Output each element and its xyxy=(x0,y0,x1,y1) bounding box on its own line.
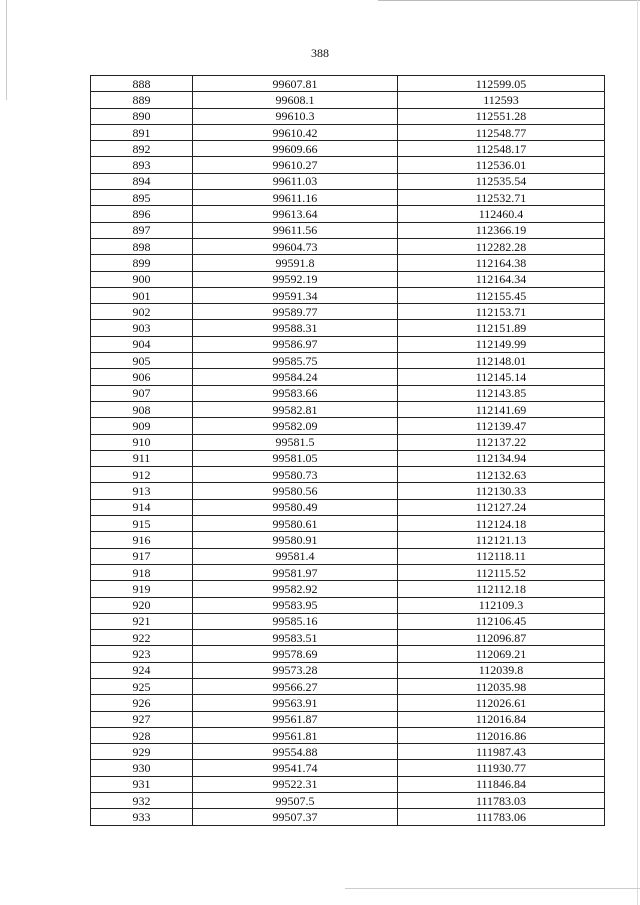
table-row xyxy=(91,385,605,401)
table-row xyxy=(91,711,605,727)
table-row xyxy=(91,564,605,580)
x-coordinate-cell: 99578.69 xyxy=(193,646,398,662)
table-row xyxy=(91,255,605,271)
table-row xyxy=(91,662,605,678)
table-row xyxy=(91,760,605,776)
y-coordinate-cell: 112016.86 xyxy=(398,727,605,743)
point-number-cell: 932 xyxy=(91,793,193,809)
point-number-cell: 920 xyxy=(91,597,193,613)
table-row xyxy=(91,467,605,483)
point-number-cell: 907 xyxy=(91,385,193,401)
y-coordinate-cell: 112145.14 xyxy=(398,369,605,385)
table-row xyxy=(91,434,605,450)
y-coordinate-cell: 112139.47 xyxy=(398,418,605,434)
y-coordinate-cell: 112282.28 xyxy=(398,238,605,254)
y-coordinate-cell: 112115.52 xyxy=(398,564,605,580)
point-number-cell: 893 xyxy=(91,157,193,173)
point-number-cell: 922 xyxy=(91,630,193,646)
y-coordinate-cell: 112137.22 xyxy=(398,434,605,450)
y-coordinate-cell: 112112.18 xyxy=(398,581,605,597)
point-number-cell: 906 xyxy=(91,369,193,385)
x-coordinate-cell: 99585.16 xyxy=(193,613,398,629)
y-coordinate-cell: 112164.38 xyxy=(398,255,605,271)
point-number-cell: 912 xyxy=(91,467,193,483)
table-row xyxy=(91,173,605,189)
y-coordinate-cell: 112130.33 xyxy=(398,483,605,499)
table-row xyxy=(91,271,605,287)
y-coordinate-cell: 112124.18 xyxy=(398,516,605,532)
x-coordinate-cell: 99581.5 xyxy=(193,434,398,450)
point-number-cell: 910 xyxy=(91,434,193,450)
table-row xyxy=(91,548,605,564)
y-coordinate-cell: 112127.24 xyxy=(398,499,605,515)
y-coordinate-cell: 111783.06 xyxy=(398,809,605,825)
y-coordinate-cell: 112548.77 xyxy=(398,124,605,140)
point-number-cell: 902 xyxy=(91,304,193,320)
table-row xyxy=(91,678,605,694)
table-row xyxy=(91,76,605,92)
table-row xyxy=(91,646,605,662)
point-number-cell: 895 xyxy=(91,190,193,206)
x-coordinate-cell: 99610.3 xyxy=(193,108,398,124)
point-number-cell: 924 xyxy=(91,662,193,678)
y-coordinate-cell: 112109.3 xyxy=(398,597,605,613)
x-coordinate-cell: 99591.8 xyxy=(193,255,398,271)
x-coordinate-cell: 99613.64 xyxy=(193,206,398,222)
x-coordinate-cell: 99573.28 xyxy=(193,662,398,678)
x-coordinate-cell: 99582.92 xyxy=(193,581,398,597)
y-coordinate-cell: 112096.87 xyxy=(398,630,605,646)
table-row xyxy=(91,613,605,629)
table-row xyxy=(91,353,605,369)
y-coordinate-cell: 112153.71 xyxy=(398,304,605,320)
x-coordinate-cell: 99604.73 xyxy=(193,238,398,254)
scan-edge-bottom xyxy=(345,888,640,889)
table-row xyxy=(91,597,605,613)
x-coordinate-cell: 99522.31 xyxy=(193,776,398,792)
x-coordinate-cell: 99611.03 xyxy=(193,173,398,189)
point-number-cell: 891 xyxy=(91,124,193,140)
x-coordinate-cell: 99561.81 xyxy=(193,727,398,743)
table-row xyxy=(91,532,605,548)
point-number-cell: 897 xyxy=(91,222,193,238)
point-number-cell: 890 xyxy=(91,108,193,124)
point-number-cell: 899 xyxy=(91,255,193,271)
point-number-cell: 927 xyxy=(91,711,193,727)
y-coordinate-cell: 112599.05 xyxy=(398,76,605,92)
y-coordinate-cell: 112132.63 xyxy=(398,467,605,483)
x-coordinate-cell: 99582.81 xyxy=(193,401,398,417)
point-number-cell: 917 xyxy=(91,548,193,564)
y-coordinate-cell: 112593 xyxy=(398,92,605,108)
point-number-cell: 905 xyxy=(91,353,193,369)
point-number-cell: 915 xyxy=(91,516,193,532)
y-coordinate-cell: 112551.28 xyxy=(398,108,605,124)
table-row xyxy=(91,157,605,173)
point-number-cell: 914 xyxy=(91,499,193,515)
table-row xyxy=(91,190,605,206)
x-coordinate-cell: 99611.56 xyxy=(193,222,398,238)
point-number-cell: 928 xyxy=(91,727,193,743)
x-coordinate-cell: 99588.31 xyxy=(193,320,398,336)
y-coordinate-cell: 112148.01 xyxy=(398,353,605,369)
x-coordinate-cell: 99580.56 xyxy=(193,483,398,499)
y-coordinate-cell: 112164.34 xyxy=(398,271,605,287)
point-number-cell: 931 xyxy=(91,776,193,792)
x-coordinate-cell: 99581.4 xyxy=(193,548,398,564)
y-coordinate-cell: 112106.45 xyxy=(398,613,605,629)
point-number-cell: 892 xyxy=(91,141,193,157)
table-row xyxy=(91,581,605,597)
table-row xyxy=(91,320,605,336)
x-coordinate-cell: 99561.87 xyxy=(193,711,398,727)
table-row xyxy=(91,336,605,352)
table-row xyxy=(91,124,605,140)
y-coordinate-cell: 112143.85 xyxy=(398,385,605,401)
y-coordinate-cell: 112121.13 xyxy=(398,532,605,548)
x-coordinate-cell: 99584.24 xyxy=(193,369,398,385)
point-number-cell: 929 xyxy=(91,744,193,760)
y-coordinate-cell: 112535.54 xyxy=(398,173,605,189)
x-coordinate-cell: 99611.16 xyxy=(193,190,398,206)
table-row xyxy=(91,238,605,254)
x-coordinate-cell: 99583.66 xyxy=(193,385,398,401)
y-coordinate-cell: 112155.45 xyxy=(398,287,605,303)
point-number-cell: 930 xyxy=(91,760,193,776)
y-coordinate-cell: 112016.84 xyxy=(398,711,605,727)
table-row xyxy=(91,304,605,320)
y-coordinate-cell: 112118.11 xyxy=(398,548,605,564)
scan-edge-right xyxy=(637,0,638,905)
y-coordinate-cell: 111930.77 xyxy=(398,760,605,776)
scan-edge-top xyxy=(378,0,640,1)
table-row xyxy=(91,776,605,792)
x-coordinate-cell: 99586.97 xyxy=(193,336,398,352)
point-number-cell: 908 xyxy=(91,401,193,417)
x-coordinate-cell: 99583.95 xyxy=(193,597,398,613)
point-number-cell: 901 xyxy=(91,287,193,303)
y-coordinate-cell: 112141.69 xyxy=(398,401,605,417)
point-number-cell: 896 xyxy=(91,206,193,222)
x-coordinate-cell: 99589.77 xyxy=(193,304,398,320)
x-coordinate-cell: 99563.91 xyxy=(193,695,398,711)
y-coordinate-cell: 112460.4 xyxy=(398,206,605,222)
table-row xyxy=(91,418,605,434)
x-coordinate-cell: 99585.75 xyxy=(193,353,398,369)
point-number-cell: 889 xyxy=(91,92,193,108)
table-row xyxy=(91,401,605,417)
table-row xyxy=(91,727,605,743)
table-row xyxy=(91,516,605,532)
y-coordinate-cell: 112134.94 xyxy=(398,450,605,466)
table-row xyxy=(91,287,605,303)
point-number-cell: 926 xyxy=(91,695,193,711)
point-number-cell: 919 xyxy=(91,581,193,597)
y-coordinate-cell: 112149.99 xyxy=(398,336,605,352)
table-row xyxy=(91,695,605,711)
x-coordinate-cell: 99592.19 xyxy=(193,271,398,287)
table-row xyxy=(91,499,605,515)
table-row xyxy=(91,92,605,108)
x-coordinate-cell: 99610.27 xyxy=(193,157,398,173)
point-number-cell: 911 xyxy=(91,450,193,466)
x-coordinate-cell: 99580.49 xyxy=(193,499,398,515)
table-row xyxy=(91,206,605,222)
table-row xyxy=(91,369,605,385)
x-coordinate-cell: 99541.74 xyxy=(193,760,398,776)
coordinate-table xyxy=(90,75,605,826)
y-coordinate-cell: 112026.61 xyxy=(398,695,605,711)
point-number-cell: 918 xyxy=(91,564,193,580)
table-row xyxy=(91,809,605,825)
x-coordinate-cell: 99507.5 xyxy=(193,793,398,809)
x-coordinate-cell: 99581.05 xyxy=(193,450,398,466)
point-number-cell: 900 xyxy=(91,271,193,287)
point-number-cell: 904 xyxy=(91,336,193,352)
y-coordinate-cell: 112366.19 xyxy=(398,222,605,238)
table-row xyxy=(91,793,605,809)
y-coordinate-cell: 111987.43 xyxy=(398,744,605,760)
x-coordinate-cell: 99554.88 xyxy=(193,744,398,760)
point-number-cell: 888 xyxy=(91,76,193,92)
x-coordinate-cell: 99610.42 xyxy=(193,124,398,140)
y-coordinate-cell: 112151.89 xyxy=(398,320,605,336)
x-coordinate-cell: 99609.66 xyxy=(193,141,398,157)
y-coordinate-cell: 112069.21 xyxy=(398,646,605,662)
table-row xyxy=(91,744,605,760)
x-coordinate-cell: 99607.81 xyxy=(193,76,398,92)
x-coordinate-cell: 99582.09 xyxy=(193,418,398,434)
y-coordinate-cell: 111846.84 xyxy=(398,776,605,792)
x-coordinate-cell: 99580.73 xyxy=(193,467,398,483)
page-number: 388 xyxy=(311,46,329,60)
point-number-cell: 923 xyxy=(91,646,193,662)
point-number-cell: 916 xyxy=(91,532,193,548)
point-number-cell: 933 xyxy=(91,809,193,825)
point-number-cell: 903 xyxy=(91,320,193,336)
y-coordinate-cell: 112548.17 xyxy=(398,141,605,157)
x-coordinate-cell: 99608.1 xyxy=(193,92,398,108)
x-coordinate-cell: 99591.34 xyxy=(193,287,398,303)
y-coordinate-cell: 112035.98 xyxy=(398,678,605,694)
x-coordinate-cell: 99566.27 xyxy=(193,678,398,694)
point-number-cell: 913 xyxy=(91,483,193,499)
x-coordinate-cell: 99580.91 xyxy=(193,532,398,548)
x-coordinate-cell: 99583.51 xyxy=(193,630,398,646)
y-coordinate-cell: 112536.01 xyxy=(398,157,605,173)
table-row xyxy=(91,222,605,238)
table-row xyxy=(91,630,605,646)
point-number-cell: 894 xyxy=(91,173,193,189)
y-coordinate-cell: 112532.71 xyxy=(398,190,605,206)
table-body xyxy=(91,76,605,826)
point-number-cell: 909 xyxy=(91,418,193,434)
y-coordinate-cell: 111783.03 xyxy=(398,793,605,809)
table-row xyxy=(91,483,605,499)
point-number-cell: 898 xyxy=(91,238,193,254)
x-coordinate-cell: 99581.97 xyxy=(193,564,398,580)
point-number-cell: 925 xyxy=(91,678,193,694)
table-row xyxy=(91,141,605,157)
table-row xyxy=(91,108,605,124)
x-coordinate-cell: 99507.37 xyxy=(193,809,398,825)
y-coordinate-cell: 112039.8 xyxy=(398,662,605,678)
x-coordinate-cell: 99580.61 xyxy=(193,516,398,532)
point-number-cell: 921 xyxy=(91,613,193,629)
table-row xyxy=(91,450,605,466)
